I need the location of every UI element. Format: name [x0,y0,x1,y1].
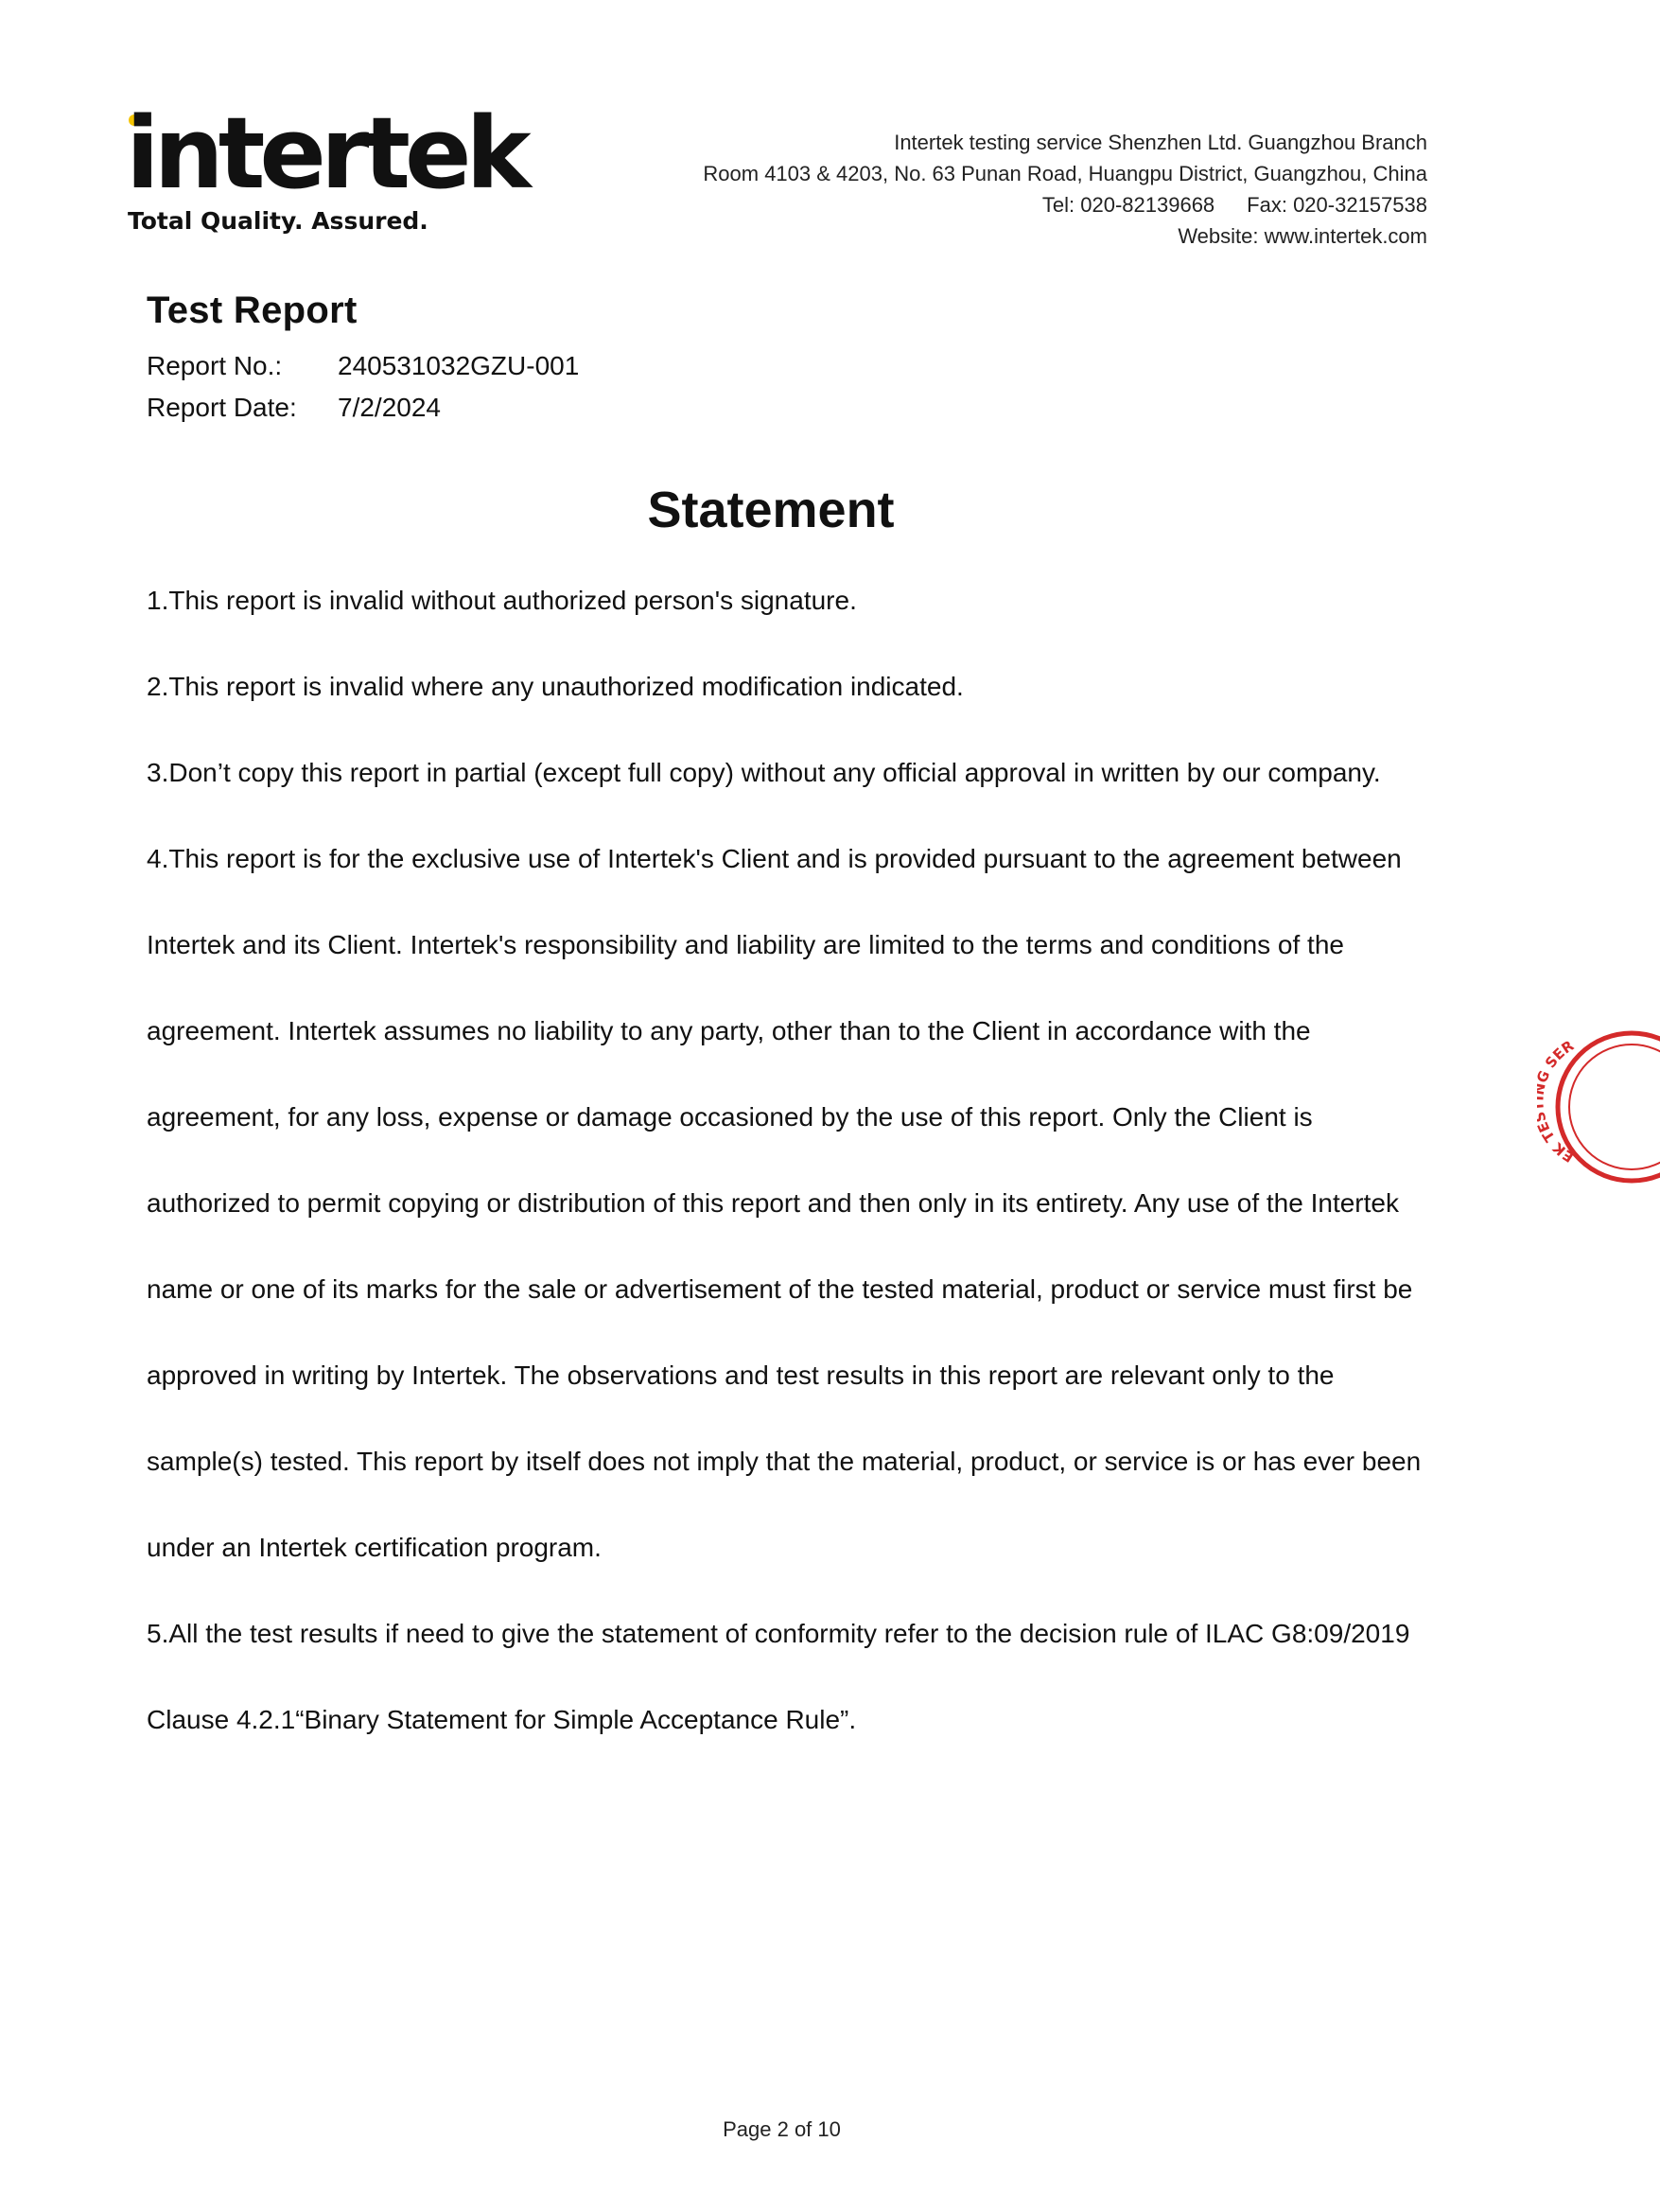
company-name: Intertek testing service Shenzhen Ltd. Guangzhou Branch [894,131,1427,154]
statement-item-5: 5.All the test results if need to give the statement of conformity refer to the decision rule of ILAC G8:09/2019 Clause 4.2.1“Binary Statement for Simple Acceptance Rule”. [147,1619,1410,1734]
report-title: Test Report [147,290,358,331]
page-number: Page 2 of 10 [723,2117,841,2141]
fax: Fax: 020-32157538 [1247,193,1427,217]
report-date-label: Report Date: [147,393,297,422]
report-date-value: 7/2/2024 [338,393,441,422]
intertek-logo [126,96,526,239]
report-number-label: Report No.: [147,351,283,380]
company-address: Room 4103 & 4203, No. 63 Punan Road, Huangpu District, Guangzhou, China [703,162,1427,185]
statement-item-4: 4.This report is for the exclusive use of Intertek's Client and is provided pursuant to the agreement between Intertek and its Client. Intertek's responsibility and liability are limited to the terms and conditions of the agreement. Intertek assumes no liability to any party, other than to the Client in accordance with the agreement, for any loss, expense or damage occasioned by the use of this report. Only the Client is authorized to permit copying or distribution of this report and then only in its entirety. Any use of the Intertek name or one of its marks for the sale or advertisement of the tested material, product or service must first be approved in writing by Intertek. The observations and test results in this report are relevant only to the sample(s) tested. This report by itself does not imply that the material, product, or service is or has ever been under an Intertek certification program. [147,844,1422,1562]
telephone: Tel: 020-82139668 [1041,193,1215,217]
statement-list [147,557,1433,1763]
company-seal-stamp [1537,1022,1660,1192]
report-number-value: 240531032GZU-001 [338,351,580,380]
contact-row [703,189,1427,220]
website: Website: www.intertek.com [1178,224,1427,248]
statement-item-1: 1.This report is invalid without authorized person's signature. [147,586,857,615]
report-date-row [147,387,579,429]
statement-item-3: 3.Don’t copy this report in partial (except full copy) without any official approval in written by our company. [147,758,1381,787]
report-number-row [147,345,579,387]
statement-item-2: 2.This report is invalid where any unauthorized modification indicated. [147,672,964,701]
company-info [703,127,1427,252]
logo-tagline: Total Quality. Assured. [128,207,428,235]
statement-title: Statement [647,482,895,538]
report-header [147,290,579,429]
seal-text: EK T SER [1539,1037,1578,1166]
logo-wordmark: intertek [126,96,526,211]
